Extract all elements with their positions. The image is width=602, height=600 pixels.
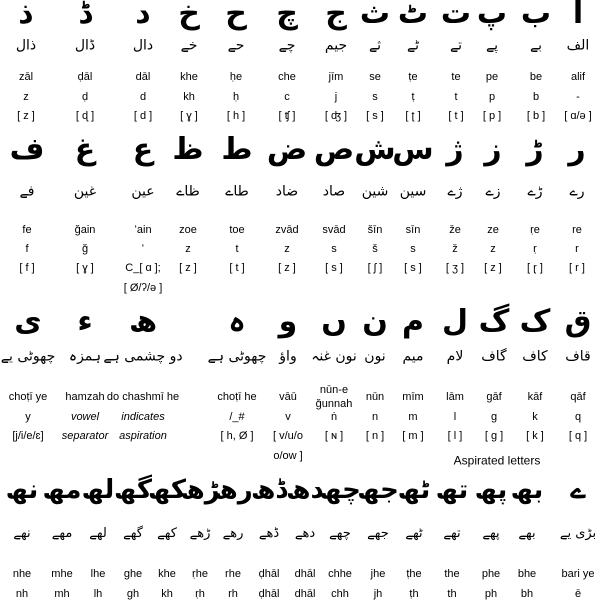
letter-name-transliteration: hamzah — [65, 390, 105, 403]
letter-name-transliteration: alif — [570, 70, 586, 83]
urdu-letter-name: بے — [529, 37, 543, 54]
romanization: p — [488, 90, 496, 103]
letter-name-transliteration: che — [278, 70, 296, 83]
letter-name-transliteration: qāf — [570, 390, 586, 403]
urdu-letter: جھ — [357, 475, 399, 505]
romanization: dhāl — [294, 587, 316, 600]
romanization: d — [139, 90, 147, 103]
urdu-letter-name: پے — [485, 37, 499, 54]
urdu-letter-name: گاف — [481, 348, 507, 365]
urdu-letter: ے — [570, 475, 586, 505]
urdu-letter: مھ — [42, 475, 82, 505]
urdu-letter: لھ — [81, 475, 115, 505]
romanization: mh — [54, 587, 70, 600]
urdu-letter-name: نون — [364, 348, 386, 365]
letter-name-transliteration: že — [449, 223, 461, 236]
ipa-pronunciation: [ p ] — [482, 109, 502, 122]
letter-name-transliteration: dāl — [135, 70, 151, 83]
romanization: ṭ — [411, 90, 415, 103]
letter-name-transliteration: ṛhe — [192, 567, 208, 580]
urdu-letter: ٹھ — [397, 475, 431, 505]
urdu-letter-name: چھوٹی ہے — [207, 348, 267, 365]
urdu-letter: گھ — [114, 475, 152, 505]
romanization: ṭh — [409, 587, 419, 600]
ipa-pronunciation: [ s ] — [325, 261, 343, 274]
romanization: ğ — [81, 242, 89, 255]
urdu-letter: م — [402, 304, 424, 339]
romanization: kh — [161, 587, 173, 600]
ipa-pronunciation: [ m ] — [402, 429, 424, 442]
romanization: ž — [452, 242, 458, 255]
urdu-letter-name: چھوٹی یے — [0, 348, 56, 365]
letter-name-transliteration: nūn — [365, 390, 385, 403]
letter-name-transliteration: be — [529, 70, 543, 83]
romanization: s — [372, 90, 378, 103]
urdu-letter-name: ٹھے — [405, 525, 423, 541]
ipa-pronunciation: [ s ] — [366, 109, 384, 122]
urdu-letter: ص — [313, 132, 355, 167]
urdu-letter-name: فے — [19, 183, 35, 200]
romanization: ḍhāl — [258, 587, 280, 600]
ipa-pronunciation: [ z ] — [179, 261, 197, 274]
letter-name-transliteration: rhe — [225, 567, 241, 580]
ipa-pronunciation: [ s ] — [404, 261, 422, 274]
urdu-letter-name: خے — [180, 37, 198, 54]
urdu-letter: و — [278, 304, 298, 339]
urdu-letter-name: گھے — [123, 525, 143, 541]
urdu-letter: ن — [362, 304, 388, 339]
letter-name-transliteration: bari ye — [561, 567, 595, 580]
urdu-letter-name: ڈھے — [258, 525, 280, 541]
ipa-pronunciation: aspiration — [119, 429, 167, 442]
romanization: z — [185, 242, 191, 255]
romanization: rh — [228, 587, 238, 600]
urdu-letter-name: شین — [361, 183, 389, 200]
urdu-letter: ر — [568, 132, 586, 167]
urdu-letter-name: جیم — [324, 37, 348, 54]
urdu-letter-name: حے — [227, 37, 245, 54]
letter-name-transliteration: jīm — [328, 70, 344, 83]
urdu-letter: ل — [441, 304, 469, 339]
ipa-pronunciation: [ r ] — [569, 261, 585, 274]
romanization: t — [235, 242, 239, 255]
letter-name-transliteration: se — [369, 70, 381, 83]
urdu-letter-name: دھے — [294, 525, 316, 541]
ipa-pronunciation: [ ʤ ] — [324, 109, 348, 122]
letter-name-transliteration: lhe — [90, 567, 106, 580]
ipa-pronunciation: [ g ] — [484, 429, 504, 442]
letter-name-transliteration: khe — [180, 70, 198, 83]
romanization: /_# — [229, 410, 245, 423]
letter-name-transliteration: ṭe — [408, 70, 418, 83]
urdu-letter-name: بھے — [518, 525, 536, 541]
urdu-letter: ڈھ — [251, 475, 287, 505]
letter-name-transliteration: ghe — [123, 567, 143, 580]
urdu-letter: دھ — [286, 475, 324, 505]
letter-name-transliteration: dhāl — [294, 567, 316, 580]
urdu-letter-name: دال — [132, 37, 154, 54]
urdu-letter: تھ — [435, 475, 469, 505]
letter-name-transliteration: ğunnah — [315, 397, 353, 410]
urdu-letter: ع — [132, 132, 154, 167]
ipa-pronunciation: [ ɑ/ə ] — [564, 109, 592, 122]
romanization: m — [408, 410, 418, 423]
letter-name-transliteration: re — [572, 223, 582, 236]
letter-name-transliteration: zoe — [179, 223, 197, 236]
romanization: ḍ — [81, 90, 89, 103]
letter-name-transliteration: nūn-e — [319, 383, 349, 396]
letter-name-transliteration: fe — [22, 223, 32, 236]
urdu-letter: کھ — [148, 475, 186, 505]
romanization: nh — [15, 587, 29, 600]
letter-name-transliteration: svād — [322, 223, 346, 236]
romanization: ʻ — [141, 242, 145, 255]
urdu-letter-name: تے — [449, 37, 463, 54]
urdu-letter-name: قاف — [565, 348, 591, 365]
ipa-pronunciation: [ t ] — [448, 109, 464, 122]
romanization: ph — [484, 587, 498, 600]
romanization: s — [331, 242, 337, 255]
letter-name-transliteration: nhe — [12, 567, 32, 580]
ipa-pronunciation: [ d ] — [133, 109, 153, 122]
urdu-letter-name: بڑی یے — [559, 525, 597, 541]
ipa-pronunciation: C_[ ɑ ]; — [125, 261, 161, 274]
letter-name-transliteration: pe — [485, 70, 499, 83]
urdu-letter-name: غین — [73, 183, 97, 200]
letter-name-transliteration: te — [451, 70, 461, 83]
romanization: y — [25, 410, 31, 423]
romanization: k — [532, 410, 538, 423]
letter-name-transliteration: do chashmī he — [106, 390, 180, 403]
ipa-pronunciation: [ z ] — [278, 261, 296, 274]
urdu-letter: ط — [221, 132, 253, 167]
letter-name-transliteration: kāf — [527, 390, 543, 403]
ipa-pronunciation: [j/i/e/ɛ] — [12, 429, 44, 442]
romanization: z — [284, 242, 290, 255]
romanization: f — [25, 242, 29, 255]
urdu-letter: ث — [359, 0, 391, 31]
urdu-letter-name: پھے — [482, 525, 500, 541]
urdu-letter: ق — [564, 304, 592, 339]
letter-name-transliteration: toe — [229, 223, 245, 236]
letter-name-transliteration: gāf — [486, 390, 502, 403]
romanization: ṅ — [330, 410, 338, 423]
ipa-pronunciation: [ ɖ ] — [75, 109, 95, 122]
urdu-letter: ڈ — [78, 0, 92, 31]
urdu-letter: چ — [276, 0, 298, 31]
romanization: ḥ — [232, 90, 240, 103]
urdu-letter: ب — [520, 0, 552, 31]
romanization: t — [454, 90, 458, 103]
letter-name-transliteration: ṛe — [530, 223, 540, 236]
letter-name-transliteration: lām — [446, 390, 464, 403]
urdu-letter: غ — [74, 132, 96, 167]
urdu-letter: ک — [519, 304, 551, 339]
urdu-letter-name: ہمزہ — [68, 348, 102, 365]
urdu-letter-name: ڈال — [74, 37, 96, 54]
letter-name-transliteration: jhe — [370, 567, 386, 580]
letter-name-transliteration: phe — [481, 567, 501, 580]
letter-name-transliteration: ze — [487, 223, 499, 236]
ipa-pronunciation: [ ɣ ] — [180, 109, 198, 122]
urdu-letter: ہ — [228, 304, 246, 339]
urdu-letter-name: چھے — [329, 525, 351, 541]
ipa-pronunciation: [ ʈ ] — [405, 109, 421, 122]
letter-name-transliteration: mīm — [402, 390, 424, 403]
urdu-letter-name: تھے — [443, 525, 461, 541]
romanization: ṛh — [195, 587, 205, 600]
urdu-letter: ح — [225, 0, 247, 31]
romanization: c — [284, 90, 290, 103]
urdu-letter-name: دو چشمی ہے — [103, 348, 183, 365]
urdu-letter-name: ضاد — [275, 183, 299, 200]
urdu-letter: پھ — [474, 475, 508, 505]
aspirated-letters-heading: Aspirated letters — [453, 453, 541, 468]
romanization: g — [490, 410, 498, 423]
romanization: th — [447, 587, 457, 600]
urdu-letter: ی — [14, 304, 42, 339]
ipa-pronunciation: [ ɣ ] — [76, 261, 94, 274]
urdu-letter-name: نھے — [13, 525, 31, 541]
urdu-letter: ذ — [18, 0, 34, 31]
romanization: š — [372, 242, 378, 255]
letter-name-transliteration: mhe — [51, 567, 73, 580]
urdu-letter-name: سین — [399, 183, 427, 200]
letter-name-transliteration: zvād — [275, 223, 299, 236]
urdu-letter-name: میم — [402, 348, 424, 365]
urdu-letter-name: نون غنہ — [311, 348, 357, 365]
ipa-pronunciation: [ b ] — [526, 109, 546, 122]
urdu-letter-name: ثے — [368, 37, 382, 54]
ipa-pronunciation: [ ʧ ] — [278, 109, 296, 122]
romanization: z — [490, 242, 496, 255]
ipa-pronunciation: [ k ] — [526, 429, 544, 442]
urdu-letter: ظ — [172, 132, 204, 167]
urdu-letter: گ — [478, 304, 510, 339]
urdu-letter-name: عین — [131, 183, 155, 200]
urdu-letter-name: الف — [566, 37, 590, 54]
urdu-letter: ش — [354, 132, 396, 167]
urdu-letter-name: جھے — [367, 525, 389, 541]
romanization: ē — [574, 587, 582, 600]
urdu-letter-name: ٹے — [406, 37, 420, 54]
ipa-pronunciation-continued: [ Ø/ʔ/ə ] — [123, 281, 163, 294]
letter-name-transliteration: ḍhāl — [258, 567, 280, 580]
urdu-letter-name: کھے — [157, 525, 177, 541]
ipa-pronunciation: [ f ] — [19, 261, 35, 274]
urdu-letter: ء — [77, 304, 93, 339]
urdu-letter-name: ژے — [447, 183, 463, 200]
letter-name-transliteration: khe — [158, 567, 176, 580]
urdu-letter: ز — [484, 132, 502, 167]
urdu-letter-name: ظاے — [176, 183, 200, 200]
urdu-letter-name: چے — [278, 37, 296, 54]
letter-name-transliteration: choṭī he — [217, 390, 257, 403]
urdu-letter: ض — [266, 132, 308, 167]
romanization: - — [576, 90, 580, 103]
urdu-letter: ا — [572, 0, 584, 31]
urdu-letter-name: لام — [446, 348, 464, 365]
urdu-letter-name: ڑھے — [189, 525, 211, 541]
romanization: v — [285, 410, 291, 423]
romanization: gh — [126, 587, 140, 600]
urdu-letter-name: لھے — [89, 525, 107, 541]
urdu-letter: ژ — [446, 132, 464, 167]
urdu-letter: ف — [9, 132, 45, 167]
ipa-pronunciation: [ ʒ ] — [445, 261, 465, 274]
letter-name-transliteration: ḍāl — [77, 70, 93, 83]
romanization: bh — [520, 587, 534, 600]
urdu-letter: د — [135, 0, 151, 31]
urdu-letter-name: طاے — [225, 183, 249, 200]
urdu-letter-name: زے — [485, 183, 501, 200]
ipa-pronunciation: [ z ] — [17, 109, 35, 122]
ipa-pronunciation: [ l ] — [447, 429, 463, 442]
ipa-pronunciation: [ ɴ ] — [324, 429, 344, 442]
letter-name-transliteration: ṭhe — [406, 567, 422, 580]
letter-name-transliteration: zāl — [18, 70, 34, 83]
romanization: q — [574, 410, 582, 423]
romanization: s — [410, 242, 416, 255]
ipa-pronunciation: [ n ] — [365, 429, 385, 442]
urdu-letter: بھ — [510, 475, 544, 505]
romanization: lh — [93, 587, 103, 600]
urdu-letter: پ — [476, 0, 508, 31]
ipa-pronunciation-continued: o/ow ] — [273, 449, 303, 462]
urdu-letter-name: صاد — [322, 183, 346, 200]
urdu-letter-name: رھے — [222, 525, 244, 541]
letter-name-transliteration: ʻain — [134, 223, 152, 236]
letter-name-transliteration: vāū — [279, 390, 297, 403]
letter-name-transliteration: the — [444, 567, 460, 580]
urdu-letter-name: ڑے — [527, 183, 543, 200]
romanization: chh — [331, 587, 349, 600]
ipa-pronunciation: [ h, Ø ] — [220, 429, 254, 442]
letter-name-transliteration: sīn — [405, 223, 421, 236]
urdu-letter-name: مھے — [51, 525, 73, 541]
ipa-pronunciation: separator — [61, 429, 109, 442]
romanization: l — [453, 410, 457, 423]
romanization: ṛ — [533, 242, 537, 255]
urdu-letter: خ — [178, 0, 200, 31]
urdu-letter-name: ذال — [15, 37, 37, 54]
letter-name-transliteration: choṭī ye — [8, 390, 48, 403]
letter-name-transliteration: bhe — [517, 567, 537, 580]
urdu-letter-name: واؤ — [279, 348, 297, 365]
ipa-pronunciation: [ ɽ ] — [527, 261, 543, 274]
romanization: kh — [183, 90, 195, 103]
urdu-letter: رھ — [213, 475, 253, 505]
ipa-pronunciation: [ v/u/o — [273, 429, 303, 442]
letter-name-transliteration: chhe — [328, 567, 352, 580]
ipa-pronunciation: [ z ] — [484, 261, 502, 274]
urdu-letter: س — [392, 132, 434, 167]
urdu-letter: ت — [440, 0, 472, 31]
urdu-letter: نھ — [5, 475, 39, 505]
romanization: indicates — [121, 410, 165, 423]
romanization: jh — [373, 587, 383, 600]
urdu-letter: ج — [325, 0, 347, 31]
ipa-pronunciation: [ h ] — [226, 109, 246, 122]
romanization: b — [532, 90, 540, 103]
romanization: j — [334, 90, 338, 103]
letter-name-transliteration: ğain — [74, 223, 96, 236]
romanization: r — [575, 242, 579, 255]
urdu-letter: ڑھ — [180, 475, 220, 505]
romanization: z — [23, 90, 29, 103]
urdu-letter: ڑ — [526, 132, 544, 167]
urdu-letter: ں — [321, 304, 347, 339]
ipa-pronunciation: [ ʃ ] — [367, 261, 383, 274]
urdu-letter: چھ — [319, 475, 361, 505]
urdu-letter: ھ — [128, 304, 158, 339]
letter-name-transliteration: šīn — [367, 223, 383, 236]
romanization: n — [371, 410, 379, 423]
ipa-pronunciation: [ t ] — [229, 261, 245, 274]
urdu-letter-name: رے — [569, 183, 585, 200]
urdu-letter: ٹ — [397, 0, 429, 31]
urdu-letter-name: کاف — [522, 348, 548, 365]
ipa-pronunciation: [ q ] — [568, 429, 588, 442]
romanization: vowel — [70, 410, 100, 423]
letter-name-transliteration: ḥe — [229, 70, 243, 83]
